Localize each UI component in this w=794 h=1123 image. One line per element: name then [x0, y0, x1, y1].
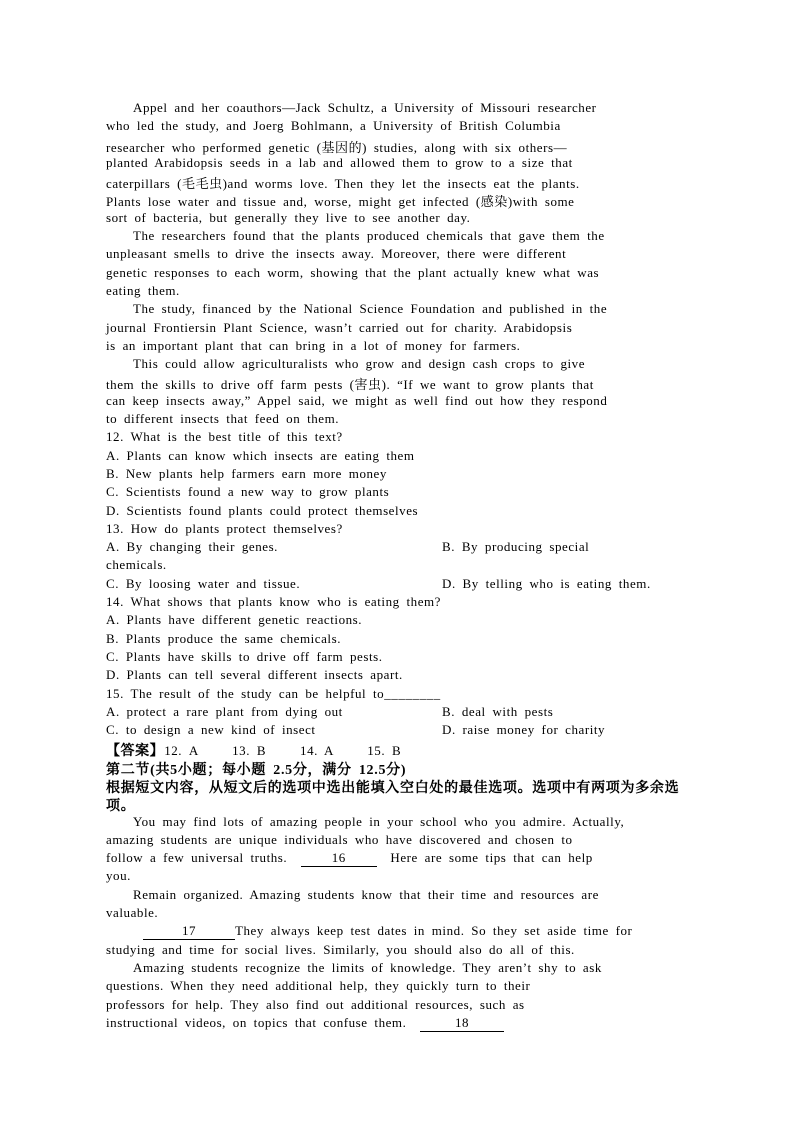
passage-line: studying and time for social lives. Similarly, you should also do all of this.: [106, 941, 575, 957]
option-right: B. By producing special: [442, 539, 590, 555]
fill-blank-17: 17: [143, 923, 235, 940]
option-row-15-CD: [106, 722, 681, 740]
passage-line: amazing students are unique individuals who have discovered and chosen to: [106, 831, 573, 847]
option-12-C: C. Scientists found a new way to grow plants: [106, 484, 390, 500]
passage-line: researcher who performed genetic (基因的) studies, along with six others—: [106, 139, 568, 155]
passage-line: This could allow agriculturalists who grow and design cash crops to give: [133, 356, 586, 372]
fill-blank-18: 18: [420, 1015, 504, 1032]
option-right: D. By telling who is eating them.: [442, 575, 651, 591]
passage-line: caterpillars (毛毛虫)and worms love. Then they let the insects eat the plants.: [106, 176, 580, 192]
section-instructions: 根据短文内容，从短文后的选项中选出能填入空白处的最佳选项。选项中有两项为多余选: [106, 780, 680, 796]
option-14-B: B. Plants produce the same chemicals.: [106, 630, 341, 646]
passage-line: unpleasant smells to drive the insects away. Moreover, there were different: [106, 246, 567, 262]
option-13-B-continued: chemicals.: [106, 557, 167, 573]
fill-blank-16: 16: [301, 850, 377, 867]
passage-line: them the skills to drive off farm pests (害虫). “If we want to grow plants that: [106, 377, 594, 393]
passage-line: is an important plant that can bring in a lot of money for farmers.: [106, 337, 521, 353]
option-right: B. deal with pests: [442, 703, 554, 719]
cloze-line: [106, 1015, 681, 1033]
passage-line: Appel and her coauthors—Jack Schultz, a University of Missouri researcher: [133, 100, 597, 115]
passage-line: to different insects that feed on them.: [106, 411, 340, 427]
passage-line: Plants lose water and tissue and, worse, might get infected (感染)with some: [106, 194, 575, 210]
option-row-13-AB: [106, 539, 681, 557]
passage-line: questions. When they need additional help, they quickly turn to their: [106, 978, 531, 994]
option-14-A: A. Plants have different genetic reactions.: [106, 612, 363, 628]
passage-line: who led the study, and Joerg Bohlmann, a University of British Columbia: [106, 118, 561, 134]
text-segment: They always keep test dates in mind. So they set aside time for: [235, 923, 633, 939]
text-segment: Here are some tips that can help: [376, 850, 593, 866]
passage-line: Remain organized. Amazing students know that their time and resources are: [133, 886, 599, 902]
passage-line: professors for help. They also find out additional resources, such as: [106, 996, 525, 1012]
question-15: 15. The result of the study can be helpful to________: [106, 685, 441, 701]
passage-line: The study, financed by the National Science Foundation and published in the: [133, 301, 608, 317]
section-instructions: 项。: [106, 799, 136, 815]
cloze-line: [106, 850, 681, 868]
option-12-A: A. Plants can know which insects are eating them: [106, 447, 415, 463]
document-page: [106, 100, 681, 1033]
option-12-D: D. Scientists found plants could protect themselves: [106, 502, 419, 518]
question-14: 14. What shows that plants know who is eating them?: [106, 594, 441, 610]
option-row-13-CD: [106, 576, 681, 594]
option-row-15-AB: [106, 704, 681, 722]
option-14-D: D. Plants can tell several different insects apart.: [106, 667, 403, 683]
option-12-B: B. New plants help farmers earn more money: [106, 465, 387, 481]
passage-line: planted Arabidopsis seeds in a lab and allowed them to grow to a size that: [106, 154, 573, 170]
cloze-line: [106, 923, 681, 941]
passage-line: Amazing students recognize the limits of knowledge. They aren’t shy to ask: [133, 959, 602, 975]
text-segment: follow a few universal truths.: [106, 850, 301, 866]
text-segment: instructional videos, on topics that confuse them.: [106, 1014, 420, 1030]
passage-line: genetic responses to each worm, showing that the plant actually knew what was: [106, 264, 600, 280]
answer-key: [106, 740, 681, 758]
option-left: A. protect a rare plant from dying out: [106, 703, 343, 719]
question-13: 13. How do plants protect themselves?: [106, 520, 343, 536]
question-12: 12. What is the best title of this text?: [106, 429, 343, 445]
option-right: D. raise money for charity: [442, 722, 606, 738]
option-left: A. By changing their genes.: [106, 539, 278, 555]
option-14-C: C. Plants have skills to drive off farm pests.: [106, 648, 383, 664]
answer-key-label: 【答案】: [106, 744, 165, 760]
passage-line: You may find lots of amazing people in your school who you admire. Actually,: [133, 813, 625, 829]
passage-line: journal Frontiersin Plant Science, wasn’t carried out for charity. Arabidopsis: [106, 319, 573, 335]
passage-line: eating them.: [106, 282, 180, 298]
passage-line: you.: [106, 868, 131, 884]
option-left: C. to design a new kind of insect: [106, 722, 316, 738]
option-left: C. By loosing water and tissue.: [106, 575, 301, 591]
section-title: 第二节(共5小题；每小题 2.5分，满分 12.5分): [106, 762, 407, 778]
text-segment: 12. A 13. B 14. A 15. B: [164, 743, 402, 759]
passage-line: valuable.: [106, 905, 159, 921]
passage-line: The researchers found that the plants produced chemicals that gave them the: [133, 228, 605, 244]
passage-line: can keep insects away,” Appel said, we might as well find out how they respond: [106, 392, 608, 408]
passage-line: sort of bacteria, but generally they live to see another day.: [106, 209, 471, 225]
